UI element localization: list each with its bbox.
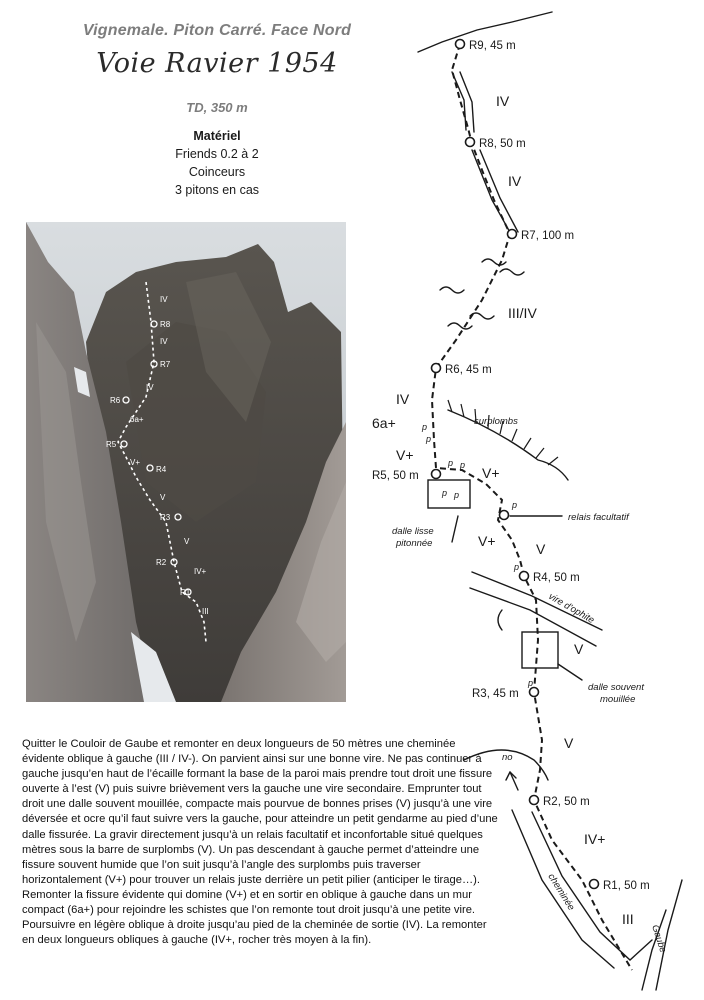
relay-label-r8: R8, 50 m <box>479 138 526 150</box>
pitch-grade: III <box>622 911 634 927</box>
relay-r4 <box>520 572 529 581</box>
photo-grade-label: V+ <box>130 458 141 467</box>
dalle-mouillee-box <box>522 632 558 668</box>
relay-label-r4: R4, 50 m <box>533 572 580 584</box>
pitch-grade: IV+ <box>584 831 606 847</box>
annotation-dalle-souvent: dalle souvent <box>588 682 644 693</box>
photo-relay-label: R5 <box>106 440 117 449</box>
materiel-item: Coinceurs <box>188 165 246 179</box>
relay-label-r9: R9, 45 m <box>469 40 516 52</box>
schist-mark <box>482 259 506 265</box>
pitch-grade: V <box>536 541 546 557</box>
photo-grade-label: V <box>160 493 166 502</box>
face-photo-drawing <box>26 222 346 702</box>
photo-grade-label: 6a+ <box>130 415 144 424</box>
relay-r7 <box>508 230 517 239</box>
face-photo <box>26 222 346 702</box>
annotation-mouillee: mouillée <box>600 694 636 705</box>
piton-mark: p <box>460 460 466 470</box>
photo-grade-label: IV <box>160 295 168 304</box>
annotation-pitonnee: pitonnée <box>396 538 433 549</box>
materiel-item: Friends 0.2 à 2 <box>175 147 259 161</box>
photo-relay-label: R6 <box>110 396 121 405</box>
surplombs-hatch <box>524 438 531 449</box>
relay-label-r1: R1, 50 m <box>603 880 650 892</box>
annotation-cheminee: cheminée <box>545 871 577 913</box>
pitch-grade: V+ <box>482 465 500 481</box>
pitch-grade: 6a+ <box>372 415 396 431</box>
relay-r5 <box>432 470 441 479</box>
schist-mark <box>500 269 524 275</box>
dalle-lisse-box <box>428 480 470 508</box>
route-topo <box>352 0 704 1000</box>
schist-mark <box>448 323 472 329</box>
piton-mark: p <box>422 422 428 432</box>
relay-r8 <box>466 138 475 147</box>
crag-title: Vignemale. Piton Carré. Face Nord <box>82 22 352 39</box>
relay-r6 <box>432 364 441 373</box>
photo-grade-label: IV <box>160 337 168 346</box>
photo-relay-label: R2 <box>156 558 167 567</box>
annotation-gaube: Gaube <box>649 923 669 955</box>
relay-label-r5: R5, 50 m <box>372 470 419 482</box>
leader-line <box>452 516 458 542</box>
photo-grade-label: III <box>202 607 209 616</box>
pitch-grade: V+ <box>478 533 496 549</box>
schist-mark <box>470 313 494 319</box>
piton-mark: p <box>454 490 460 500</box>
piton-mark: p <box>442 488 448 498</box>
annotation-surplombs: surplombs <box>474 416 518 427</box>
photo-grade-label: V <box>184 537 190 546</box>
materiel-item: 3 pitons en cas <box>174 183 260 197</box>
piton-mark: p <box>512 500 518 510</box>
route-description: Quitter le Couloir de Gaube et remonter en deux longueurs de 50 mètres une cheminée évidente oblique à gauche (III / IV-). On parvient ainsi sur une bonne vire. Ne pas continuer à gauche jusqu’en haut de l’écaille formant la base de la paroi mais prendre tout droit une fissure ouverte à l’est (V) puis suivre brièvement vers la gauche une vire secondaire. Emprunter tout droit une dalle souvent mouillée, compacte mais pourvue de bonnes prises (V) jusqu’à une vire déversée et ocre qu’il faut suivre vers la gauche, pour atteindre un petit gendarme au pied d’une dalle fissurée. La gravir directement jusqu’à un relais facultatif et inconfortable situé quelques mètres sous la barre de surplombs (V). Un pas descendant à gauche permet d’atteindre une fissure souvent humide que l’on suit jusqu’à l’angle des surplombs puis traverser horizontalement (V+) pour trouver un relais juste derrière un petit pilier (anticiper le tirage…). Remonter la fissure évidente qui domine (V+) et en sortir en oblique à gauche dans un mur compact (6a+) pour rejoindre les schistes que l’on remonte tout droit jusqu’à une petite vire. Poursuivre en légère oblique à droite jusqu’au pied de la cheminée de sortie (IV). La remonter en deux longueurs obliques à gauche (IV+, rocher très moyen à la fin). <box>22 738 498 947</box>
pitch-grade: III/IV <box>508 305 537 321</box>
pitch-grade: V+ <box>396 447 414 463</box>
piton-mark: p <box>448 458 454 468</box>
chimney-wall <box>480 150 518 232</box>
pitch-grade: IV <box>508 173 522 189</box>
photo-relay-label: R1 <box>180 588 191 597</box>
materiel-title: Matériel <box>193 129 241 143</box>
relay-r2 <box>530 796 539 805</box>
surplombs-hatch <box>512 429 517 441</box>
piton-mark: p <box>528 678 534 688</box>
chimney-wall <box>472 150 512 236</box>
photo-relay-label: R8 <box>160 320 171 329</box>
north-arrow-head <box>506 772 516 780</box>
annotation-dalle-lisse: dalle lisse <box>392 526 434 537</box>
route-grade: TD, 350 m <box>186 100 248 115</box>
pitch-grade: V <box>574 641 584 657</box>
relay-r1 <box>590 880 599 889</box>
surplombs-hatch <box>548 457 558 465</box>
route-title: Voie Ravier 1954 <box>96 48 338 79</box>
photo-relay-label: R3 <box>160 513 171 522</box>
photo-relay-label: R4 <box>156 465 167 474</box>
pitch-grade: IV <box>396 391 410 407</box>
north-arrow <box>510 772 518 790</box>
pitch-grade: V <box>564 735 574 751</box>
relay-r3 <box>530 688 539 697</box>
photo-grade-label: IV+ <box>194 567 207 576</box>
relay-label-r2: R2, 50 m <box>543 796 590 808</box>
pitch-grade: IV <box>496 93 510 109</box>
relay-label-r3: R3, 45 m <box>472 688 519 700</box>
schist-mark <box>440 287 464 293</box>
annotation-no: no <box>502 752 513 763</box>
piton-mark: p <box>426 434 432 444</box>
vire-line <box>498 610 502 630</box>
annotation-vire: vire d'ophite <box>546 591 597 627</box>
surplombs-hatch <box>536 448 544 458</box>
relay-r9 <box>456 40 465 49</box>
photo-relay-label: R7 <box>160 360 171 369</box>
relay-label-r7: R7, 100 m <box>521 230 575 242</box>
leader-line <box>558 664 582 680</box>
annotation-relais-facultatif: relais facultatif <box>568 512 629 523</box>
relay-facultatif <box>500 511 509 520</box>
piton-mark: p <box>514 562 520 572</box>
materiel-list <box>62 127 372 199</box>
relay-label-r6: R6, 45 m <box>445 364 492 376</box>
photo-grade-label: IV <box>146 383 154 392</box>
